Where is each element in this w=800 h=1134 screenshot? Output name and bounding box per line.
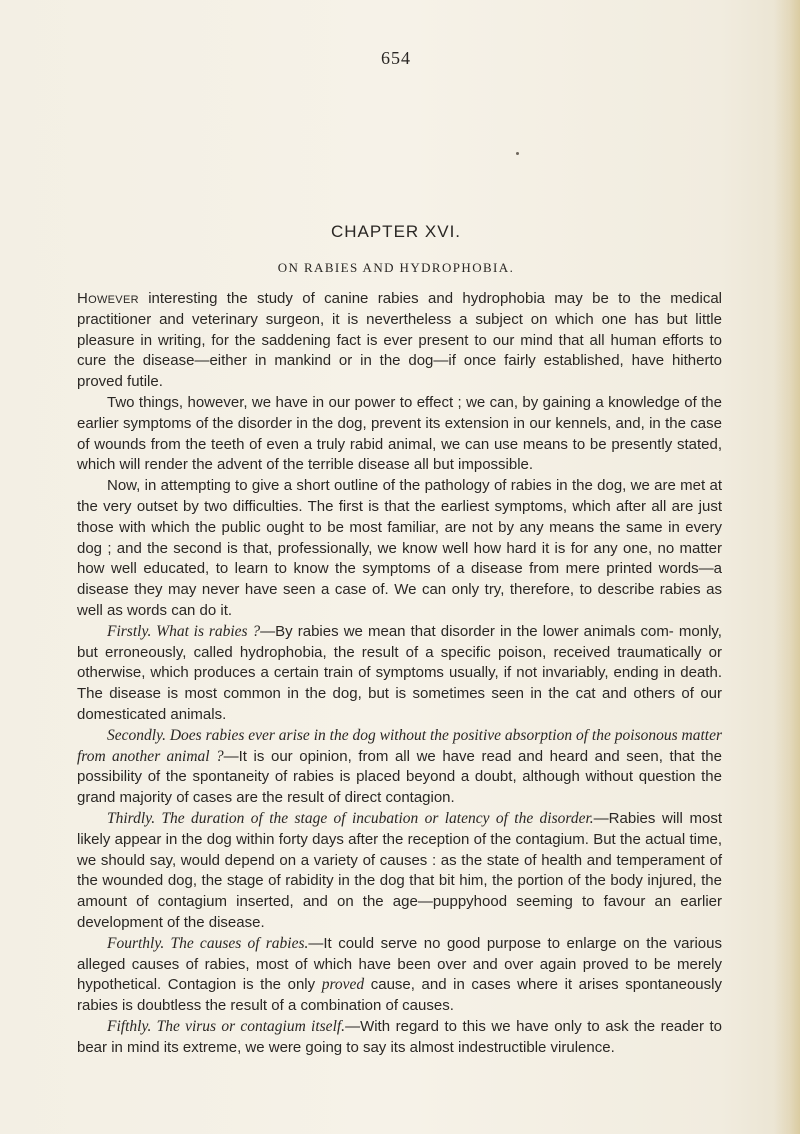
paragraph-fifthly — [77, 1017, 722, 1059]
paragraph-text: —By rabies we mean that disorder in the lower animals com- monly, but erroneously, called hydrophobia, the result of a specific poison, received traumatically or otherwise, which produces a certain train of symptoms usually, if not invariably, ending in death. The disease is most common in the dog, but is sometimes seen in the cat and others of our domesticated animals. — [77, 622, 722, 723]
paragraph-thirdly — [77, 809, 722, 934]
chapter-title: CHAPTER XVI. — [330, 222, 462, 241]
paragraph-text: —It is our opinion, from all we have read and heard and seen, that the possibility of the spontaneity of rabies is placed beyond a doubt, although without question the grand majority of cases are the result of direct contagion. — [77, 747, 722, 807]
paragraph-text: cause, and in cases where it arises spontaneously rabies is doubtless the result of a combination of causes. — [77, 976, 722, 1015]
paragraph-fourthly — [77, 934, 722, 1017]
page-number: 654 — [381, 48, 411, 68]
section-heading-firstly: Firstly. What is rabies ? — [107, 622, 261, 640]
paragraph-1 — [77, 289, 722, 393]
section-heading-thirdly: Thirdly. The duration of the stage of incubation or latency of the disorder. — [107, 809, 594, 827]
emphasis-proved: proved — [321, 976, 365, 994]
paragraph-text: interesting the study of canine rabies and hydrophobia may be to the medical practitioner and veterinary surgeon, it is nevertheless a subject on which one has but little pleasure in writing, for the saddening fact is ever present to our mind that all human efforts to cure the disease—either in mankind or in the dog—if once fairly established, have hitherto proved futile. — [77, 290, 722, 391]
paragraph-text: —Rabies will most likely appear in the dog within forty days after the reception of the contagium. But the actual time, we should say, would depend on a variety of causes : as the state of health and temperament of the wounded dog, the stage of rabidity in the dog that bit him, the portion of the body injured, the amount of contagium inserted, and on the age—puppyhood seeming to favour an earlier development of the disease. — [77, 809, 722, 931]
paragraph-text: Two things, however, we have in our power to effect ; we can, by gaining a knowledge of the earlier symptoms of the disorder in the dog, prevent its extension in our kennels, and, in the case of wounds from the teeth of even a truly rabid animal, we can use means to be presently stated, which will render the advent of the terrible disease all but impossible. — [77, 393, 722, 474]
paragraph-text: —With regard to this we have only to ask the reader to bear in mind its extreme, we were going to say its almost indestructible virulence. — [77, 1017, 722, 1056]
drop-word: However — [77, 290, 139, 307]
paragraph-secondly — [77, 726, 722, 809]
body-text — [77, 289, 722, 1058]
ink-speck — [516, 152, 519, 155]
section-heading-secondly: Secondly. Does rabies ever arise in the dog without the positive absorption of the poisonous matter from another animal ? — [77, 726, 722, 765]
page-edge-shadow — [774, 0, 800, 1134]
paragraph-firstly — [77, 622, 722, 726]
paragraph-3 — [77, 476, 722, 622]
paragraph-2 — [77, 393, 722, 476]
section-heading-fourthly: Fourthly. The causes of rabies. — [107, 934, 309, 952]
section-heading-fifthly: Fifthly. The virus or contagium itself. — [107, 1017, 346, 1035]
chapter-subtitle: ON RABIES AND HYDROPHOBIA. — [277, 260, 515, 275]
paragraph-text: —It could serve no good purpose to enlarge on the various alleged causes of rabies, most of which have been over and over again proved to be merely hypothetical. Contagion is the only — [77, 934, 722, 994]
paragraph-text: Now, in attempting to give a short outline of the pathology of rabies in the dog, we are met at the very outset by two difficulties. The first is that the earliest symptoms, which after all are just those with which the public ought to be most familiar, are not by any means the same in every dog ; and the second is that, professionally, we know well how hard it is for any one, no matter how well educated, to learn to know the symptoms of a disease from mere printed words—a disease they may never have seen a case of. We can only try, therefore, to describe rabies as well as words can do it. — [77, 477, 722, 619]
